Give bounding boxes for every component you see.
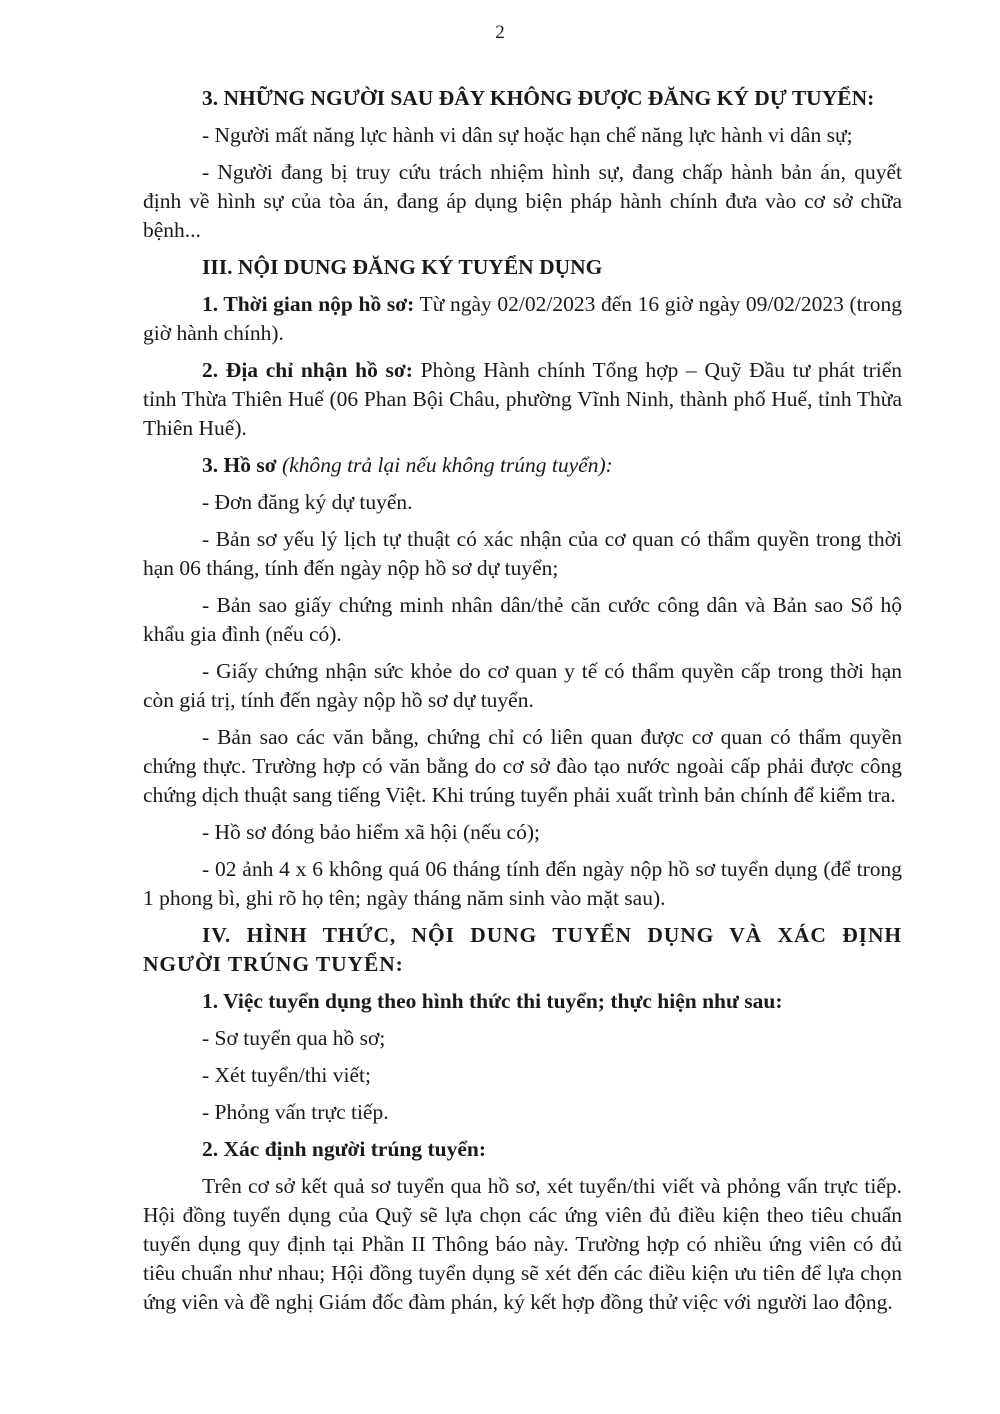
list-item: - 02 ảnh 4 x 6 không quá 06 tháng tính đến ngày nộp hồ sơ tuyển dụng (để trong 1 phong bì, ghi rõ họ tên; ngày tháng năm sinh vào mặt sau).	[143, 857, 902, 910]
submission-time-label: 1. Thời gian nộp hồ sơ:	[202, 292, 415, 316]
selection-paragraph: Trên cơ sở kết quả sơ tuyển qua hồ sơ, xét tuyển/thi viết và phỏng vấn trực tiếp. Hội đồng tuyển dụng của Quỹ sẽ lựa chọn các ứng viên đủ điều kiện theo tiêu chuẩn tuyển dụng quy định tại Phần II Thông báo này. Trường hợp có nhiều ứng viên có đủ tiêu chuẩn như nhau; Hội đồng tuyển dụng sẽ xét đến các điều kiện ưu tiên để lựa chọn ứng viên và đề nghị Giám đốc đàm phán, ký kết hợp đồng thử việc với người lao động.	[143, 1174, 902, 1314]
document-body	[143, 84, 902, 1325]
list-item: - Người mất năng lực hành vi dân sự hoặc hạn chế năng lực hành vi dân sự;	[202, 123, 853, 147]
dossier-heading	[143, 451, 902, 480]
section-heading-registration: III. NỘI DUNG ĐĂNG KÝ TUYỂN DỤNG	[202, 255, 603, 279]
list-item: - Bản sơ yếu lý lịch tự thuật có xác nhận của cơ quan có thẩm quyền trong thời hạn 06 tháng, tính đến ngày nộp hồ sơ dự tuyển;	[143, 527, 902, 580]
submission-time	[143, 290, 902, 348]
list-item: - Người đang bị truy cứu trách nhiệm hình sự, đang chấp hành bản án, quyết định về hình sự của tòa án, đang áp dụng biện pháp hành chính đưa vào cơ sở chữa bệnh...	[143, 160, 902, 242]
submission-address	[143, 356, 902, 443]
page-number: 2	[495, 22, 505, 43]
list-item: - Bản sao giấy chứng minh nhân dân/thẻ căn cước công dân và Bản sao Sổ hộ khẩu gia đình (nếu có).	[143, 593, 902, 646]
list-item: - Đơn đăng ký dự tuyển.	[202, 490, 413, 514]
submission-time-text: Từ ngày 02/02/2023 đến 16 giờ ngày 09/02/2023 (trong giờ hành chính).	[143, 292, 902, 345]
dossier-note: (không trả lại nếu không trúng tuyển):	[276, 453, 613, 477]
list-item: - Phỏng vấn trực tiếp.	[202, 1100, 389, 1124]
list-item: - Giấy chứng nhận sức khỏe do cơ quan y tế có thẩm quyền cấp trong thời hạn còn giá trị, tính đến ngày nộp hồ sơ dự tuyển.	[143, 659, 902, 712]
list-item: - Bản sao các văn bằng, chứng chỉ có liên quan được cơ quan có thẩm quyền chứng thực. Trường hợp có văn bằng do cơ sở đào tạo nước ngoài cấp phải được công chứng dịch thuật sang tiếng Việt. Khi trúng tuyển phải xuất trình bản chính để kiểm tra.	[143, 725, 902, 807]
submission-address-text: Phòng Hành chính Tổng hợp – Quỹ Đầu tư phát triển tỉnh Thừa Thiên Huế (06 Phan Bội Châu, phường Vĩnh Ninh, thành phố Huế, tỉnh Thừa Thiên Huế).	[143, 358, 902, 440]
submission-address-label: 2. Địa chỉ nhận hồ sơ:	[202, 358, 413, 382]
dossier-label: 3. Hồ sơ	[202, 453, 277, 477]
section-heading-recruitment-form: IV. HÌNH THỨC, NỘI DUNG TUYỂN DỤNG VÀ XÁC ĐỊNH NGƯỜI TRÚNG TUYỂN:	[143, 923, 902, 976]
subheading-recruitment-method: 1. Việc tuyển dụng theo hình thức thi tuyển; thực hiện như sau:	[202, 989, 783, 1013]
section-heading-ineligible: 3. NHỮNG NGƯỜI SAU ĐÂY KHÔNG ĐƯỢC ĐĂNG KÝ DỰ TUYỂN:	[202, 86, 875, 110]
list-item: - Xét tuyển/thi viết;	[202, 1063, 371, 1087]
list-item: - Sơ tuyển qua hồ sơ;	[202, 1026, 386, 1050]
list-item: - Hồ sơ đóng bảo hiểm xã hội (nếu có);	[202, 820, 540, 844]
subheading-selection: 2. Xác định người trúng tuyển:	[202, 1137, 487, 1161]
